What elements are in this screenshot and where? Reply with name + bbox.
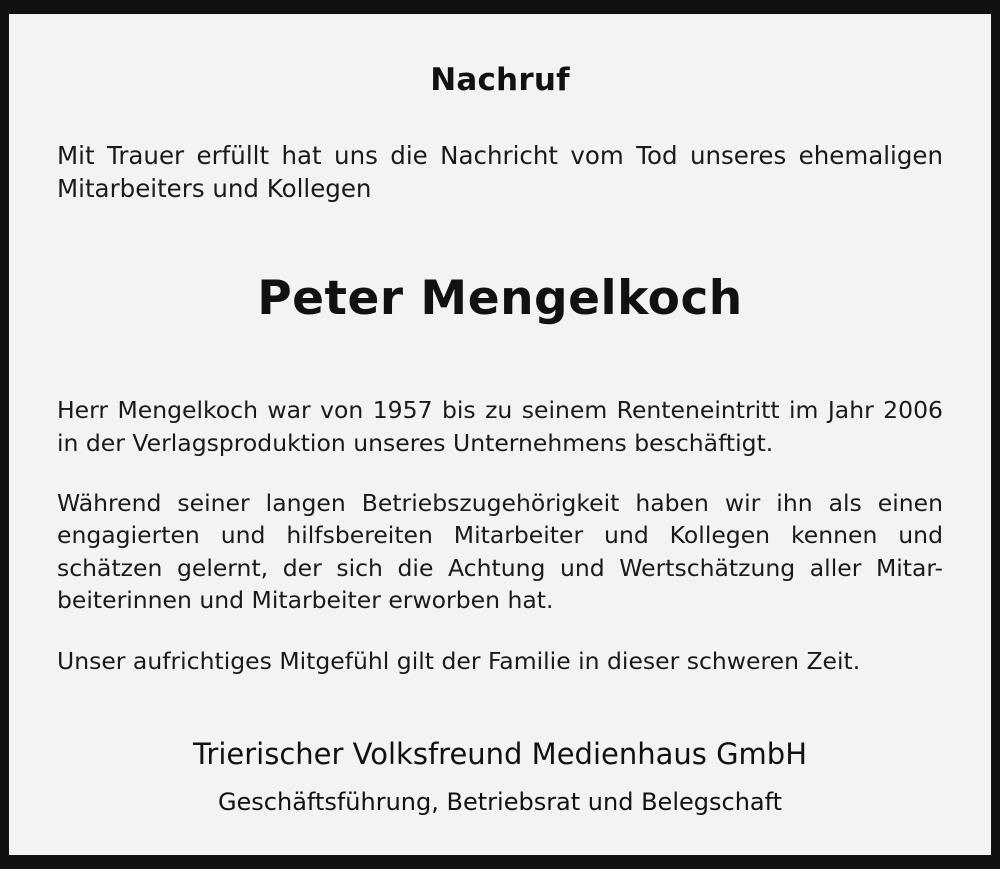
intro-paragraph <box>57 140 943 205</box>
paragraph-line: schätzen gelernt, der sich die Achtung und Wertschätzung aller Mitar- <box>57 553 943 582</box>
paragraph-line: engagierten und hilfsbereiten Mitarbeiter und Kollegen kennen und <box>57 521 943 550</box>
paragraph-line: in der Verlagsproduktion unseres Unternehmens beschäftigt. <box>57 428 774 457</box>
notice-heading: Nachruf <box>430 62 570 98</box>
paragraph-line: Herr Mengelkoch war von 1957 bis zu seinem Renteneintritt im Jahr 2006 <box>57 396 943 425</box>
paragraph <box>57 394 943 459</box>
intro-line: Mitarbeiters und Kollegen <box>57 173 372 203</box>
signature-block <box>57 737 943 816</box>
company-name: Trierischer Volksfreund Medienhaus GmbH <box>192 737 808 772</box>
paragraph-line: Während seiner langen Betriebszugehörigkeit haben wir ihn als einen <box>57 489 943 517</box>
paragraph <box>57 487 943 617</box>
obituary-inner <box>9 14 991 855</box>
company-department: Geschäftsführung, Betriebsrat und Belegschaft <box>217 787 783 816</box>
paragraph-line: Unser aufrichtiges Mitgefühl gilt der Familie in dieser schweren Zeit. <box>57 646 861 675</box>
deceased-name: Peter Mengelkoch <box>257 271 743 327</box>
paragraph-line: beiterinnen und Mitarbeiter erworben hat. <box>57 586 554 615</box>
paragraph <box>57 645 943 677</box>
body-text <box>57 394 943 677</box>
intro-line: Mit Trauer erfüllt hat uns die Nachricht vom Tod unseres ehemaligen <box>57 141 943 170</box>
